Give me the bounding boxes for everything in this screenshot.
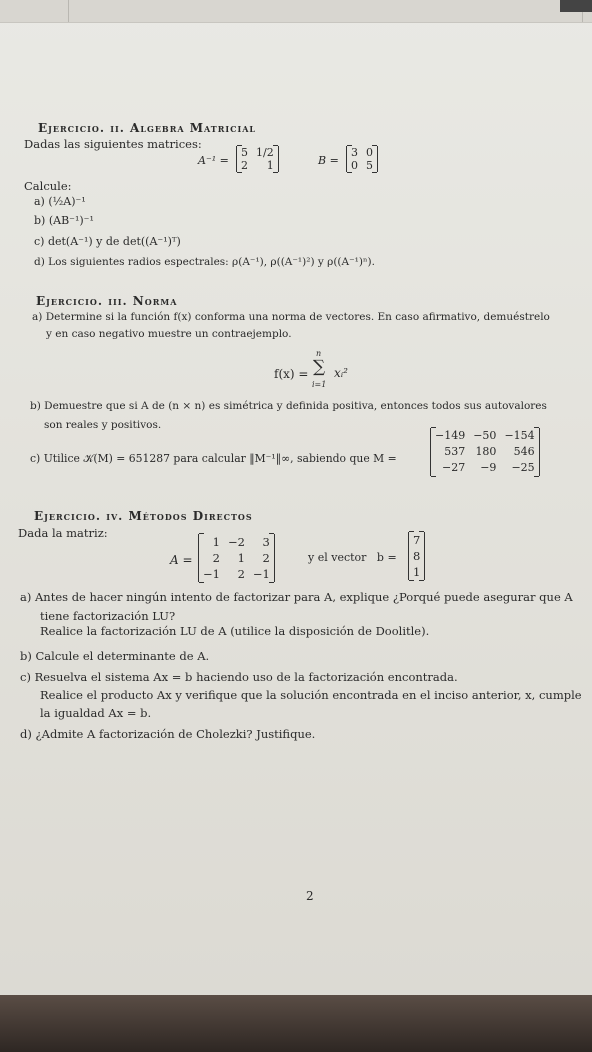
ex4-c-line2: Realice el producto Ax y verifique que la solución encontrada en el inciso anterior, x, cumple [40, 688, 582, 702]
b-vector: 7 8 1 [408, 532, 425, 580]
ex3-c-line: c) Utilice 𝒦(M) = 651287 para calcular ‖M⁻¹‖∞, sabiendo que M = [30, 452, 397, 465]
ex3-heading: Ejercicio. iii. Norma [36, 294, 178, 308]
b-matrix-label: B = [318, 154, 339, 167]
m-matrix: −149 −50 −154 537 180 546 −27 −9 −25 [430, 428, 540, 476]
ainv-matrix: 5 1/2 2 1 [236, 146, 279, 172]
a-matrix-label: A = [170, 553, 193, 567]
ex4-d-line: d) ¿Admite A factorización de Cholezki? Justifique. [20, 727, 316, 741]
ainv-label: A⁻¹ = [198, 154, 229, 167]
page-number: 2 [306, 889, 314, 903]
a-matrix: 1 −2 3 2 1 2 −1 2 −1 [198, 534, 275, 582]
norm-formula-lhs: f(x) = [274, 367, 309, 381]
ex3-a-line2: y en caso negativo muestre un contraejemplo. [46, 328, 292, 340]
ex2-item-c: c) det(A⁻¹) y de det((A⁻¹)ᵀ) [34, 235, 181, 248]
ex2-item-b: b) (AB⁻¹)⁻¹ [34, 214, 94, 227]
calcule-label: Calcule: [24, 179, 72, 193]
sum-sign: ∑ [313, 357, 326, 377]
ex2-heading: Ejercicio. ii. Algebra Matricial [38, 121, 257, 135]
sum-upper-limit: n [316, 349, 322, 358]
ex4-heading: Ejercicio. iv. Métodos Directos [34, 509, 253, 523]
previous-page-edge [0, 0, 592, 23]
ex3-a-line1: a) Determine si la función f(x) conforma una norma de vectores. En caso afirmativo, demuéstrelo [32, 311, 550, 323]
ex3-b-line1: b) Demuestre que si A de (n × n) es simétrica y definida positiva, entonces todos sus autovalores [30, 400, 547, 412]
ex4-c-line1: c) Resuelva el sistema Ax = b haciendo uso de la factorización encontrada. [20, 670, 458, 684]
ex4-a-line1: a) Antes de hacer ningún intento de factorizar para A, explique ¿Porqué puede asegurar que A [20, 590, 573, 604]
ex4-a-line3: Realice la factorización LU de A (utilice la disposición de Doolitle). [40, 624, 430, 638]
ex4-intro: Dada la matriz: [18, 526, 108, 540]
ex2-item-d: d) Los siguientes radios espectrales: ρ(A⁻¹), ρ((A⁻¹)²) y ρ((A⁻¹)ⁿ). [34, 256, 375, 268]
ex4-c-line3: la igualdad Ax = b. [40, 706, 152, 720]
ex3-b-line2: son reales y positivos. [44, 419, 162, 431]
ex4-a-line2: tiene factorización LU? [40, 609, 176, 623]
desk-background [0, 995, 592, 1052]
ex2-item-a: a) (½A)⁻¹ [34, 195, 86, 208]
sum-lower-limit: i=1 [312, 380, 327, 389]
b-matrix: 3 0 0 5 [346, 146, 378, 172]
sum-term: xᵢ² [334, 366, 348, 380]
ex4-b-line: b) Calcule el determinante de A. [20, 649, 210, 663]
ex2-intro: Dadas las siguientes matrices: [24, 137, 202, 151]
vector-label: y el vector b = [308, 551, 397, 564]
